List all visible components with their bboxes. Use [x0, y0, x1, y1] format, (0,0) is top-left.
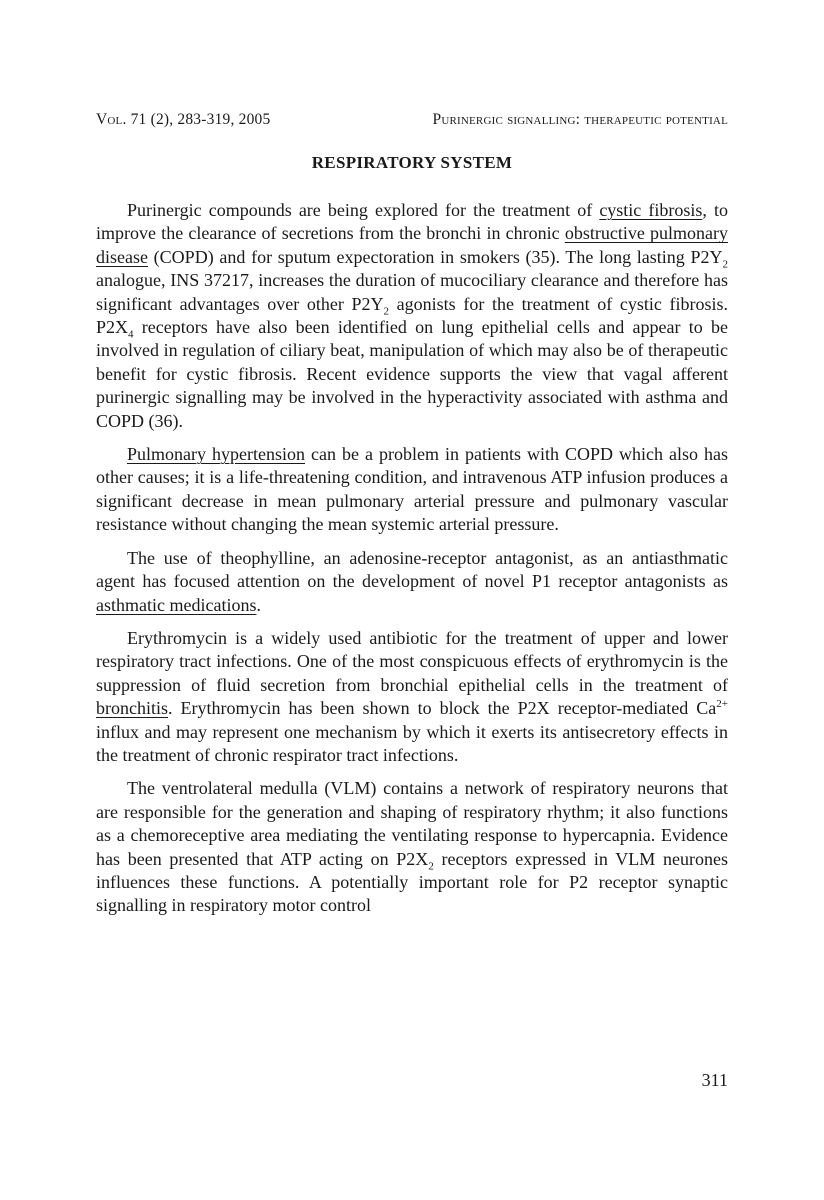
text-run: , to improve the clearance of secretions from the bronchi in chronic	[96, 200, 728, 244]
text-run: .	[256, 594, 261, 615]
superscript: 2+	[716, 698, 728, 711]
subscript: 2	[428, 860, 434, 873]
text-run: receptors expressed in VLM neurones influences these functions. A potentially important role for P2 receptor synaptic signalling in respiratory motor control	[96, 848, 728, 916]
term-link-cystic-fibrosis[interactable]: cystic fibrosis	[599, 200, 703, 220]
paragraph	[96, 777, 728, 917]
text-run: can be a problem in patients with COPD which also has other causes; it is a life-threatening condition, and intravenous ATP infusion produces a significant decrease in mean pulmonary arterial pressure and pulmonary vascular resistance without changing the mean systemic arterial pressure.	[96, 444, 728, 535]
paragraph	[96, 199, 728, 433]
journal-citation: Vol. 71 (2), 283-319, 2005	[96, 111, 271, 128]
text-run: receptors have also been identified on lung epithelial cells and appear to be involved in regulation of ciliary beat, manipulation of which may also be of therapeutic benefit for cystic fibrosis. Recent evidence supports the view that vagal afferent purinergic signalling may be involved in the hyperactivity associated with asthma and COPD (36).	[96, 317, 728, 431]
subscript: 4	[128, 328, 134, 341]
running-header	[96, 111, 728, 135]
subscript: 2	[383, 305, 390, 318]
paragraph	[96, 627, 728, 767]
text-run: . Erythromycin has been shown to block the P2X receptor-mediated Ca	[168, 698, 717, 719]
term-link-copd[interactable]: obstructive pulmonary disease	[96, 223, 729, 267]
section-heading: RESPIRATORY SYSTEM	[311, 153, 513, 172]
text-run: Erythromycin is a widely used antibiotic for the treatment of upper and lower respiratory tract infections. One of the most conspicuous effects of erythromycin is the suppression of fluid secretion from bronchial epithelial cells in the treatment of	[96, 627, 728, 695]
text-run: Purinergic compounds are being explored for the treatment of	[127, 200, 600, 220]
text-run: The ventrolateral medulla (VLM) contains a network of respiratory neurons that are responsible for the generation and shaping of respiratory rhythm; it also functions as a chemoreceptive area mediating the ventilating response to hypercapnia. Evidence has been presented that ATP acting on P2X	[96, 778, 728, 869]
paragraph	[96, 443, 728, 537]
term-link-pulmonary-hypertension[interactable]: Pulmonary hypertension	[127, 444, 305, 465]
text-run: The use of theophylline, an adenosine-receptor antagonist, as an antiasthmatic agent has focused attention on the development of novel P1 receptor antagonists as	[96, 547, 728, 592]
subscript: 2	[722, 258, 728, 271]
term-link-bronchitis[interactable]: bronchitis	[96, 698, 168, 719]
text-run: influx and may represent one mechanism by which it exerts its antisecretory effects in the treatment of chronic respirator tract infections.	[96, 721, 728, 765]
body-text	[96, 199, 728, 928]
text-run: (COPD) and for sputum expectoration in smokers (35). The long lasting P2Y	[147, 246, 723, 267]
paragraph	[96, 547, 728, 617]
page-number: 311	[701, 1070, 728, 1090]
text-run: agonists for the treatment of cystic fibrosis. P2X	[96, 293, 729, 338]
text-run: analogue, INS 37217, increases the duration of mucociliary clearance and therefore has significant advantages over other P2Y	[96, 270, 728, 314]
term-link-asthmatic-medications[interactable]: asthmatic medications	[96, 594, 257, 615]
article-running-title: Purinergic signalling: therapeutic potential	[432, 111, 728, 128]
